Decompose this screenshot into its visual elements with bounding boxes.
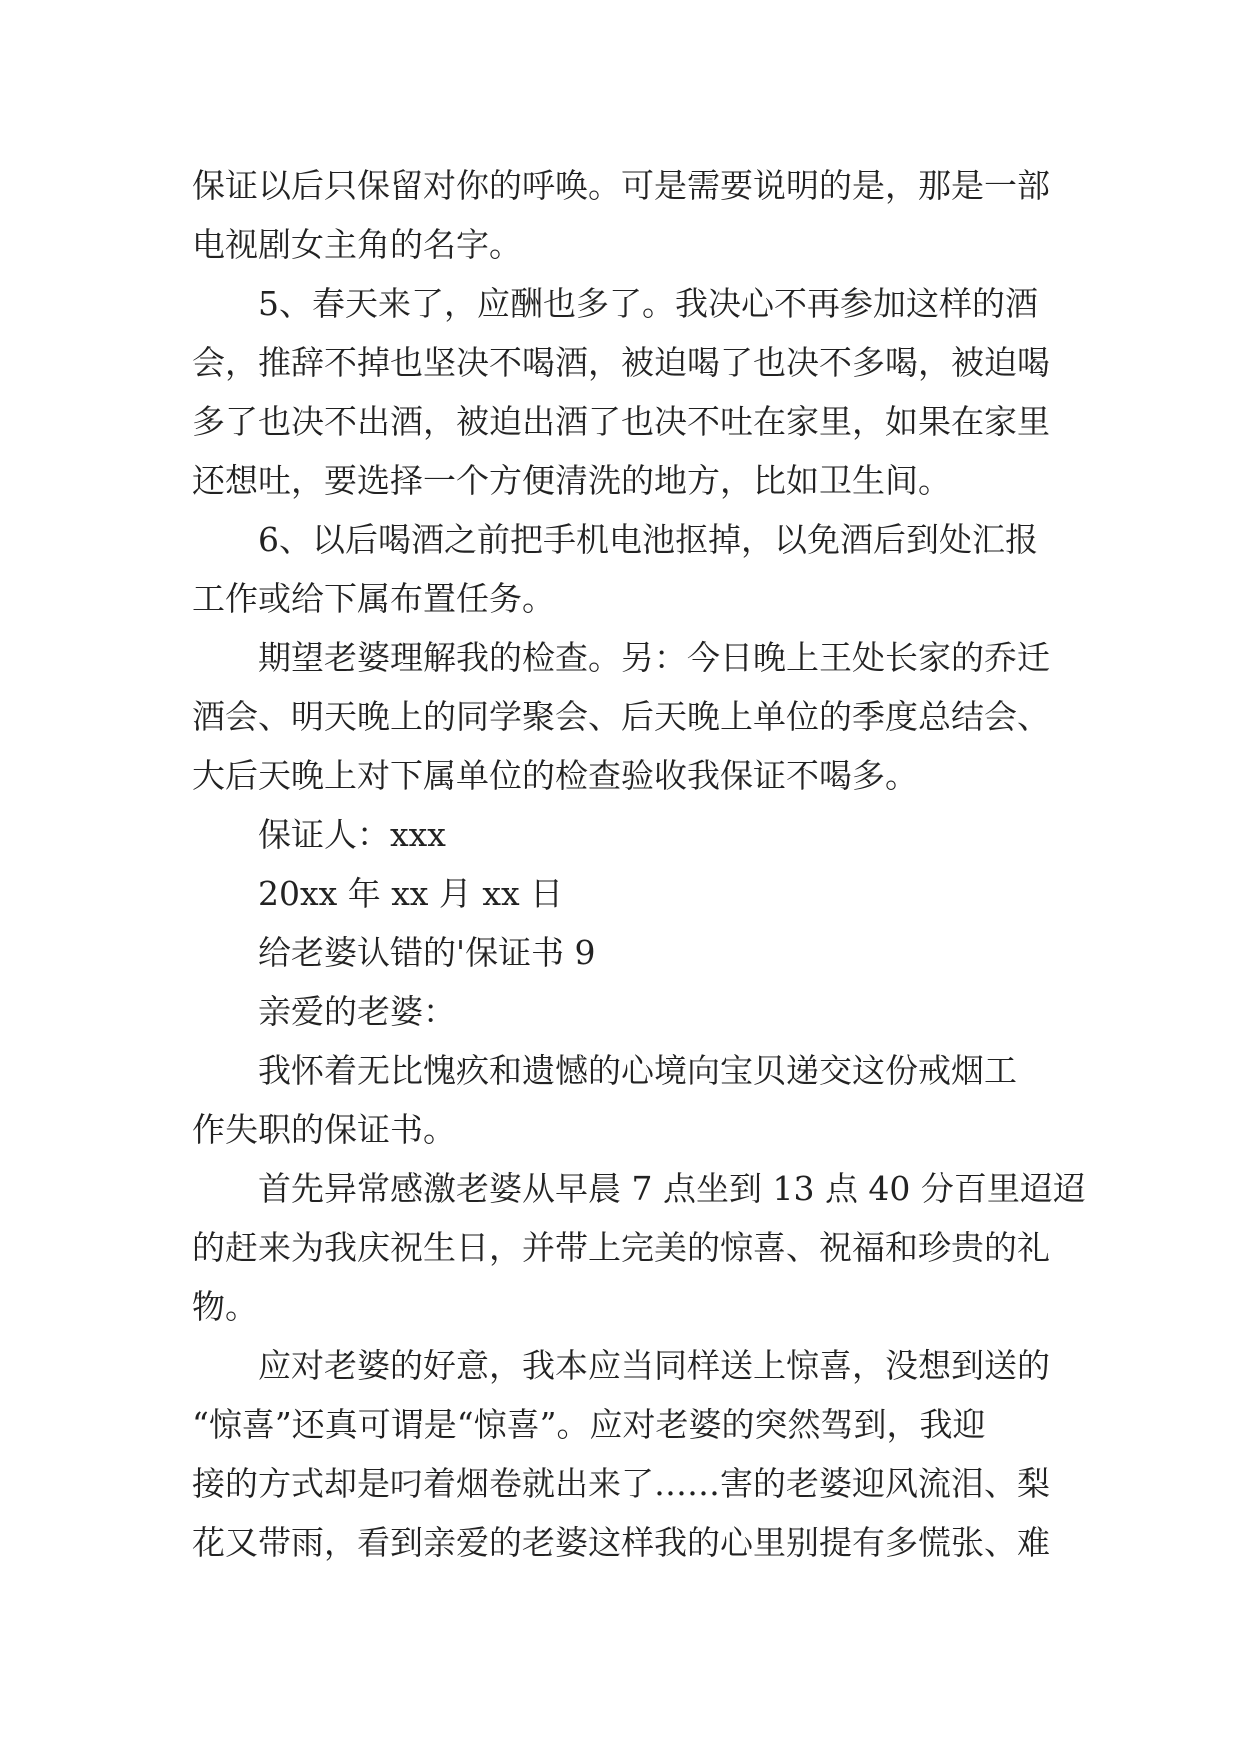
text-line: 接的方式却是叼着烟卷就出来了……害的老婆迎风流泪、梨 <box>192 1464 1050 1503</box>
text-line: 酒会、明天晚上的同学聚会、后天晚上单位的季度总结会、 <box>192 697 1050 736</box>
text-line: 20xx 年 xx 月 xx 日 <box>258 874 564 913</box>
text-line: 应对老婆的好意，我本应当同样送上惊喜，没想到送的 <box>258 1346 1050 1385</box>
document-body <box>192 156 1086 1572</box>
text-line: 我怀着无比愧疚和遗憾的心境向宝贝递交这份戒烟工 <box>258 1051 1017 1090</box>
text-line: 大后天晚上对下属单位的检查验收我保证不喝多。 <box>192 756 918 795</box>
text-line: 工作或给下属布置任务。 <box>192 579 555 618</box>
text-line: 会，推辞不掉也坚决不喝酒，被迫喝了也决不多喝，被迫喝 <box>192 343 1050 382</box>
text-line: 保证人：xxx <box>258 815 446 854</box>
text-line: 给老婆认错的'保证书 9 <box>258 933 596 972</box>
text-line: 还想吐，要选择一个方便清洗的地方，比如卫生间。 <box>192 461 951 500</box>
text-line: 花又带雨，看到亲爱的老婆这样我的心里别提有多慌张、难 <box>192 1523 1050 1562</box>
text-line: 亲爱的老婆： <box>258 992 456 1031</box>
text-line: 6、以后喝酒之前把手机电池抠掉，以免酒后到处汇报 <box>258 520 1038 559</box>
text-line: 物。 <box>192 1287 258 1326</box>
text-line: 5、春天来了，应酬也多了。我决心不再参加这样的酒 <box>258 284 1038 323</box>
text-line: 的赶来为我庆祝生日，并带上完美的惊喜、祝福和珍贵的礼 <box>192 1228 1050 1267</box>
text-line: 期望老婆理解我的检查。另：今日晚上王处长家的乔迁 <box>258 638 1050 677</box>
text-line: 首先异常感激老婆从早晨 7 点坐到 13 点 40 分百里迢迢 <box>258 1169 1086 1208</box>
text-line: 电视剧女主角的名字。 <box>192 225 522 264</box>
text-line: 保证以后只保留对你的呼唤。可是需要说明的是，那是一部 <box>192 166 1050 205</box>
text-line: 多了也决不出酒，被迫出酒了也决不吐在家里，如果在家里 <box>192 402 1050 441</box>
text-line: 作失职的保证书。 <box>192 1110 456 1149</box>
text-line: “惊喜”还真可谓是“惊喜”。应对老婆的突然驾到，我迎 <box>192 1405 986 1444</box>
